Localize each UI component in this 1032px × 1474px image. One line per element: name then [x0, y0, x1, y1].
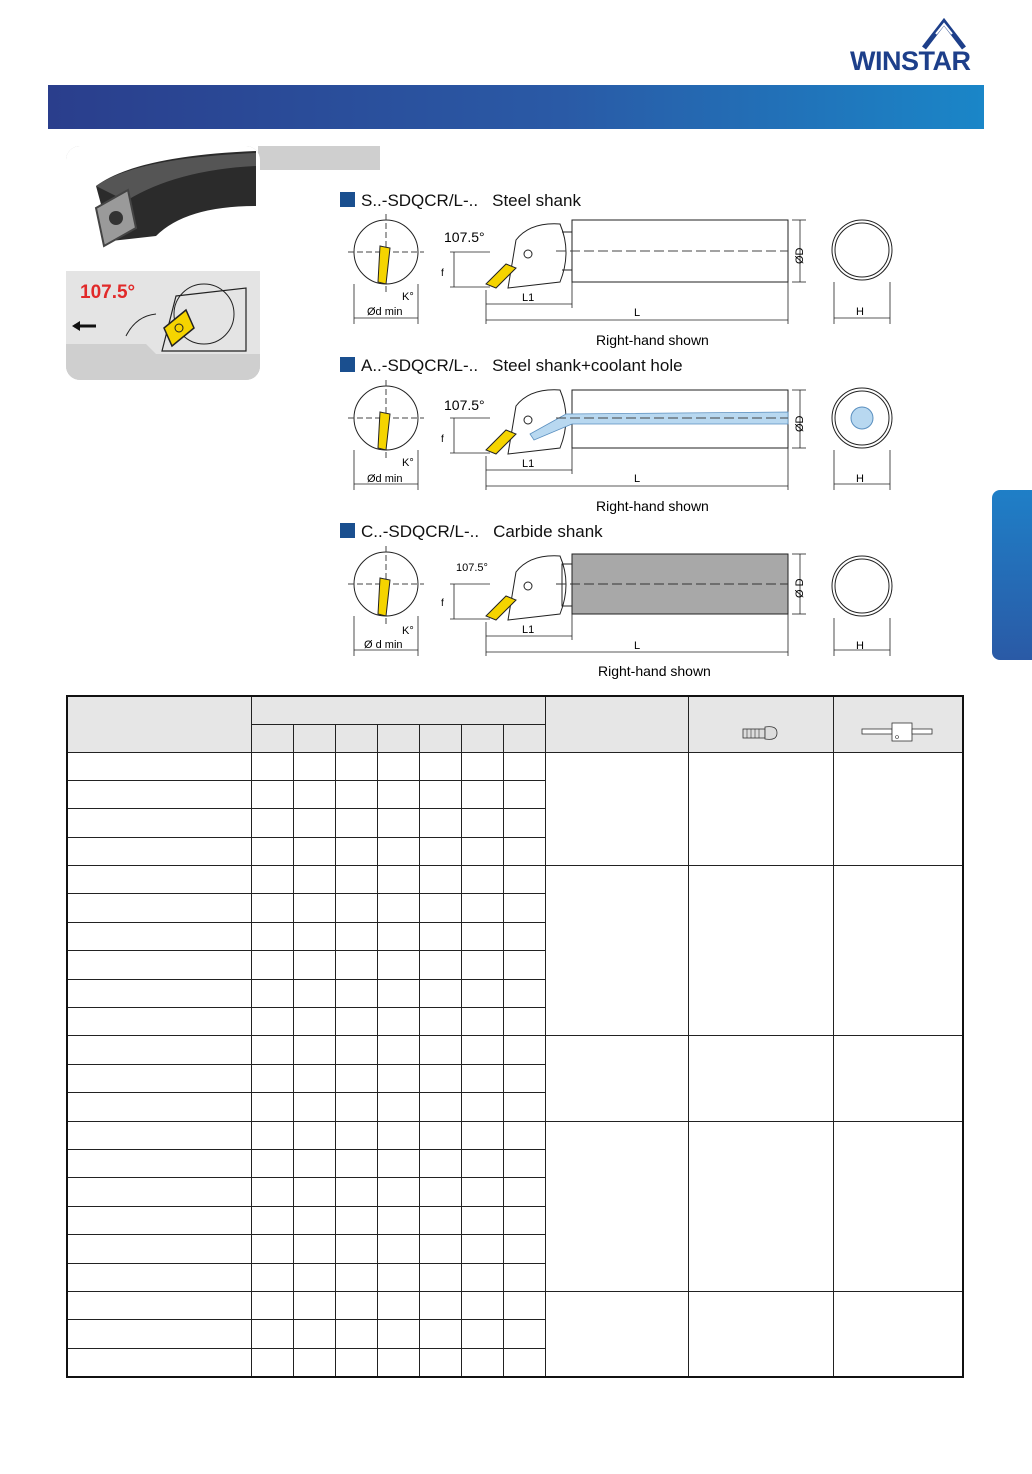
header-cell-code — [67, 696, 251, 752]
cell-dimension — [377, 1093, 419, 1121]
cell-dimension — [503, 1320, 545, 1348]
title-banner — [48, 85, 984, 129]
cell-code — [67, 1093, 251, 1121]
cell-dimension — [503, 1235, 545, 1263]
od-label: Ø D — [794, 578, 806, 598]
k-angle-label: K° — [402, 291, 414, 303]
cell-code — [67, 1036, 251, 1064]
photo-label-strip — [258, 146, 380, 170]
cell-dimension — [377, 1320, 419, 1348]
cell-insert — [545, 752, 688, 866]
cell-dimension — [335, 866, 377, 894]
cell-dimension — [503, 1178, 545, 1206]
cell-code — [67, 809, 251, 837]
cell-dimension — [503, 951, 545, 979]
cell-dimension — [293, 1348, 335, 1376]
h-label: H — [856, 473, 864, 485]
cell-dimension — [251, 951, 293, 979]
k-angle-label: K° — [402, 625, 414, 637]
spec-body — [67, 752, 963, 1377]
cell-code — [67, 1008, 251, 1036]
cell-dimension — [503, 1121, 545, 1149]
bore-circle-view — [348, 380, 424, 490]
header-cell-screw — [688, 696, 833, 752]
cell-dimension — [461, 1206, 503, 1234]
cell-code — [67, 1348, 251, 1376]
cell-code — [67, 866, 251, 894]
cell-dimension — [461, 1178, 503, 1206]
cell-dimension — [335, 1064, 377, 1092]
l-label: L — [634, 473, 641, 485]
cell-dimension — [293, 1235, 335, 1263]
dmin-label: Ød min — [367, 473, 403, 485]
product-photo-card — [66, 146, 260, 380]
spec-table — [66, 695, 964, 1375]
l1-label: L1 — [522, 624, 535, 636]
end-view — [832, 556, 892, 656]
k-angle-label: K° — [402, 457, 414, 469]
cell-dimension — [503, 1036, 545, 1064]
cell-dimension — [293, 809, 335, 837]
cell-dimension — [419, 1008, 461, 1036]
cell-dimension — [335, 1235, 377, 1263]
cell-dimension — [419, 1263, 461, 1291]
cell-insert — [545, 1036, 688, 1121]
cell-screw — [688, 1291, 833, 1376]
cell-screw — [688, 866, 833, 1036]
section-bullet-icon — [340, 192, 355, 207]
cell-dimension — [293, 922, 335, 950]
cell-dimension — [419, 979, 461, 1007]
cell-dimension — [419, 1206, 461, 1234]
brand-wordmark: WINSTAR — [850, 46, 971, 76]
cell-dimension — [419, 752, 461, 780]
cell-dimension — [251, 1064, 293, 1092]
cell-dimension — [503, 979, 545, 1007]
cell-screw — [688, 1121, 833, 1291]
h-label: H — [856, 306, 864, 318]
cell-dimension — [377, 866, 419, 894]
wrench-icon — [860, 720, 936, 744]
bore-circle-view — [348, 214, 424, 324]
cell-dimension — [461, 1235, 503, 1263]
cell-code — [67, 1178, 251, 1206]
cell-code — [67, 1149, 251, 1177]
drawing-carbide-shank — [340, 544, 900, 682]
cell-dimension — [503, 837, 545, 865]
cell-dimension — [251, 1348, 293, 1376]
cell-dimension — [293, 1064, 335, 1092]
cell-dimension — [377, 1263, 419, 1291]
cell-dimension — [503, 809, 545, 837]
cell-dimension — [377, 1121, 419, 1149]
section-heading-coolant: A..-SDQCR/L-.. Steel shank+coolant hole — [340, 356, 683, 376]
cell-wrench — [833, 866, 963, 1036]
f-label: f — [441, 598, 444, 609]
cell-code — [67, 1121, 251, 1149]
cell-dimension — [503, 752, 545, 780]
cell-dimension — [335, 1036, 377, 1064]
cell-dimension — [335, 1008, 377, 1036]
cell-dimension — [461, 1064, 503, 1092]
cell-dimension — [503, 922, 545, 950]
cell-dimension — [293, 866, 335, 894]
cell-insert — [545, 1121, 688, 1291]
cell-dimension — [461, 1121, 503, 1149]
cell-dimension — [419, 1291, 461, 1319]
bore-circle-view — [348, 546, 424, 656]
cell-dimension — [461, 837, 503, 865]
header-sub-cell — [461, 724, 503, 752]
cell-dimension — [419, 951, 461, 979]
cell-dimension — [461, 1149, 503, 1177]
cell-dimension — [251, 922, 293, 950]
cell-code — [67, 1320, 251, 1348]
cell-screw — [688, 752, 833, 866]
cell-dimension — [377, 894, 419, 922]
cell-dimension — [461, 780, 503, 808]
cell-dimension — [377, 1348, 419, 1376]
cell-dimension — [335, 1149, 377, 1177]
cell-dimension — [293, 1206, 335, 1234]
cell-dimension — [251, 866, 293, 894]
header-sub-cell — [335, 724, 377, 752]
cell-dimension — [503, 894, 545, 922]
side-view — [441, 554, 806, 656]
cell-dimension — [461, 1036, 503, 1064]
end-view — [832, 220, 892, 324]
section-heading-carbide: C..-SDQCR/L-.. Carbide shank — [340, 522, 603, 542]
cell-dimension — [251, 1036, 293, 1064]
h-label: H — [856, 640, 864, 652]
table-row — [67, 1121, 963, 1149]
cell-dimension — [251, 1291, 293, 1319]
cell-dimension — [335, 1320, 377, 1348]
cell-dimension — [419, 780, 461, 808]
angle-label: 107.5° — [444, 397, 485, 413]
cell-dimension — [461, 1320, 503, 1348]
cell-screw — [688, 1036, 833, 1121]
cell-dimension — [461, 922, 503, 950]
cell-dimension — [293, 951, 335, 979]
cell-dimension — [461, 1291, 503, 1319]
header-sub-cell — [419, 724, 461, 752]
cell-dimension — [377, 1178, 419, 1206]
table-row — [67, 752, 963, 780]
cell-code — [67, 780, 251, 808]
cell-code — [67, 1263, 251, 1291]
cell-dimension — [461, 894, 503, 922]
cell-dimension — [377, 951, 419, 979]
table-row — [67, 866, 963, 894]
cell-dimension — [293, 1008, 335, 1036]
header-sub-cell — [377, 724, 419, 752]
cell-code — [67, 922, 251, 950]
cell-code — [67, 979, 251, 1007]
cell-dimension — [335, 1348, 377, 1376]
cell-dimension — [251, 1320, 293, 1348]
cell-dimension — [251, 1206, 293, 1234]
cell-dimension — [335, 1291, 377, 1319]
cell-dimension — [503, 1064, 545, 1092]
cell-dimension — [251, 809, 293, 837]
cell-wrench — [833, 1291, 963, 1376]
cell-dimension — [419, 1320, 461, 1348]
cell-dimension — [293, 1149, 335, 1177]
cell-wrench — [833, 752, 963, 866]
cell-dimension — [503, 1291, 545, 1319]
cell-dimension — [293, 979, 335, 1007]
cell-dimension — [251, 1149, 293, 1177]
cell-dimension — [293, 1036, 335, 1064]
cell-dimension — [461, 1263, 503, 1291]
cell-dimension — [335, 1178, 377, 1206]
cell-dimension — [293, 1263, 335, 1291]
cell-wrench — [833, 1036, 963, 1121]
cell-dimension — [251, 1178, 293, 1206]
cell-code — [67, 1291, 251, 1319]
right-hand-caption: Right-hand shown — [598, 663, 711, 679]
cell-dimension — [335, 1206, 377, 1234]
tool-photo-illustration — [66, 146, 260, 380]
cell-dimension — [335, 1121, 377, 1149]
cell-dimension — [251, 837, 293, 865]
cell-dimension — [503, 1348, 545, 1376]
cell-dimension — [419, 1235, 461, 1263]
cell-code — [67, 894, 251, 922]
cell-dimension — [335, 809, 377, 837]
cell-code — [67, 951, 251, 979]
cell-dimension — [461, 809, 503, 837]
cell-dimension — [335, 922, 377, 950]
cell-dimension — [293, 780, 335, 808]
angle-label: 107.5° — [456, 562, 488, 574]
header-sub-cell — [293, 724, 335, 752]
dmin-label: Ød min — [367, 306, 403, 318]
l1-label: L1 — [522, 292, 535, 304]
cell-dimension — [419, 1178, 461, 1206]
cell-dimension — [503, 1093, 545, 1121]
cell-dimension — [335, 894, 377, 922]
cell-dimension — [335, 752, 377, 780]
cell-dimension — [503, 780, 545, 808]
cell-dimension — [293, 1093, 335, 1121]
screw-icon — [741, 723, 781, 743]
cell-dimension — [419, 1149, 461, 1177]
cell-dimension — [335, 951, 377, 979]
cell-dimension — [335, 780, 377, 808]
cell-dimension — [335, 837, 377, 865]
cell-dimension — [461, 1093, 503, 1121]
section-side-tab[interactable] — [992, 490, 1032, 660]
cell-dimension — [377, 809, 419, 837]
end-view — [832, 388, 892, 490]
header-cell-wrench — [833, 696, 963, 752]
cell-dimension — [293, 1121, 335, 1149]
cell-dimension — [503, 1263, 545, 1291]
cell-code — [67, 1206, 251, 1234]
cell-dimension — [293, 1320, 335, 1348]
cell-dimension — [377, 922, 419, 950]
cell-dimension — [251, 1121, 293, 1149]
f-label: f — [441, 268, 444, 279]
spec-grid — [66, 695, 964, 1378]
cell-dimension — [377, 1291, 419, 1319]
cell-dimension — [461, 1348, 503, 1376]
cell-dimension — [419, 1121, 461, 1149]
section-heading-steel: S..-SDQCR/L-.. Steel shank — [340, 191, 581, 211]
cell-dimension — [377, 780, 419, 808]
brand-logo — [848, 12, 988, 74]
cell-dimension — [503, 1008, 545, 1036]
cell-dimension — [293, 837, 335, 865]
cell-dimension — [293, 1291, 335, 1319]
cell-dimension — [251, 979, 293, 1007]
drawing-steel-shank — [340, 212, 900, 350]
header-cell-insert — [545, 696, 688, 752]
cell-dimension — [377, 1036, 419, 1064]
header-cell-dimensions — [251, 696, 545, 724]
section-bullet-icon — [340, 523, 355, 538]
l-label: L — [634, 307, 641, 319]
cell-code — [67, 837, 251, 865]
cell-dimension — [251, 752, 293, 780]
cell-code — [67, 1235, 251, 1263]
cell-dimension — [503, 1206, 545, 1234]
cell-dimension — [461, 979, 503, 1007]
cell-code — [67, 752, 251, 780]
side-view — [441, 220, 806, 324]
side-view — [441, 390, 806, 490]
f-label: f — [441, 434, 444, 445]
cell-dimension — [461, 752, 503, 780]
cell-dimension — [251, 1263, 293, 1291]
cell-dimension — [251, 1235, 293, 1263]
cell-dimension — [461, 951, 503, 979]
right-hand-caption: Right-hand shown — [596, 332, 709, 348]
cell-dimension — [419, 1064, 461, 1092]
right-hand-caption: Right-hand shown — [596, 498, 709, 514]
cell-dimension — [419, 894, 461, 922]
cell-dimension — [251, 1093, 293, 1121]
cell-dimension — [503, 866, 545, 894]
cell-dimension — [377, 1064, 419, 1092]
od-label: ØD — [794, 415, 806, 432]
cell-code — [67, 1064, 251, 1092]
cell-dimension — [461, 1008, 503, 1036]
drawing-coolant-shank — [340, 378, 900, 516]
cell-dimension — [251, 1008, 293, 1036]
cell-dimension — [377, 752, 419, 780]
cell-dimension — [419, 809, 461, 837]
cell-dimension — [419, 1348, 461, 1376]
dmin-label: Ø d min — [364, 639, 403, 651]
cell-dimension — [377, 979, 419, 1007]
cell-dimension — [335, 1263, 377, 1291]
cell-dimension — [503, 1149, 545, 1177]
angle-label: 107.5° — [444, 229, 485, 245]
cell-dimension — [377, 837, 419, 865]
header-sub-cell — [251, 724, 293, 752]
cell-dimension — [419, 837, 461, 865]
l-label: L — [634, 640, 641, 652]
section-bullet-icon — [340, 357, 355, 372]
cell-insert — [545, 1291, 688, 1376]
cell-dimension — [419, 866, 461, 894]
cell-dimension — [251, 780, 293, 808]
cell-dimension — [377, 1149, 419, 1177]
table-row — [67, 1036, 963, 1064]
cell-dimension — [335, 1093, 377, 1121]
cell-dimension — [293, 894, 335, 922]
cell-dimension — [335, 979, 377, 1007]
cell-dimension — [461, 866, 503, 894]
cell-dimension — [293, 1178, 335, 1206]
header-sub-cell — [503, 724, 545, 752]
cell-wrench — [833, 1121, 963, 1291]
cell-dimension — [377, 1008, 419, 1036]
cell-dimension — [251, 894, 293, 922]
photo-angle-label: 107.5° — [80, 282, 136, 303]
cell-dimension — [419, 922, 461, 950]
cell-insert — [545, 866, 688, 1036]
cell-dimension — [419, 1093, 461, 1121]
cell-dimension — [293, 752, 335, 780]
cell-dimension — [377, 1206, 419, 1234]
table-row — [67, 1291, 963, 1319]
l1-label: L1 — [522, 458, 535, 470]
cell-dimension — [377, 1235, 419, 1263]
cell-dimension — [419, 1036, 461, 1064]
od-label: ØD — [794, 247, 806, 264]
